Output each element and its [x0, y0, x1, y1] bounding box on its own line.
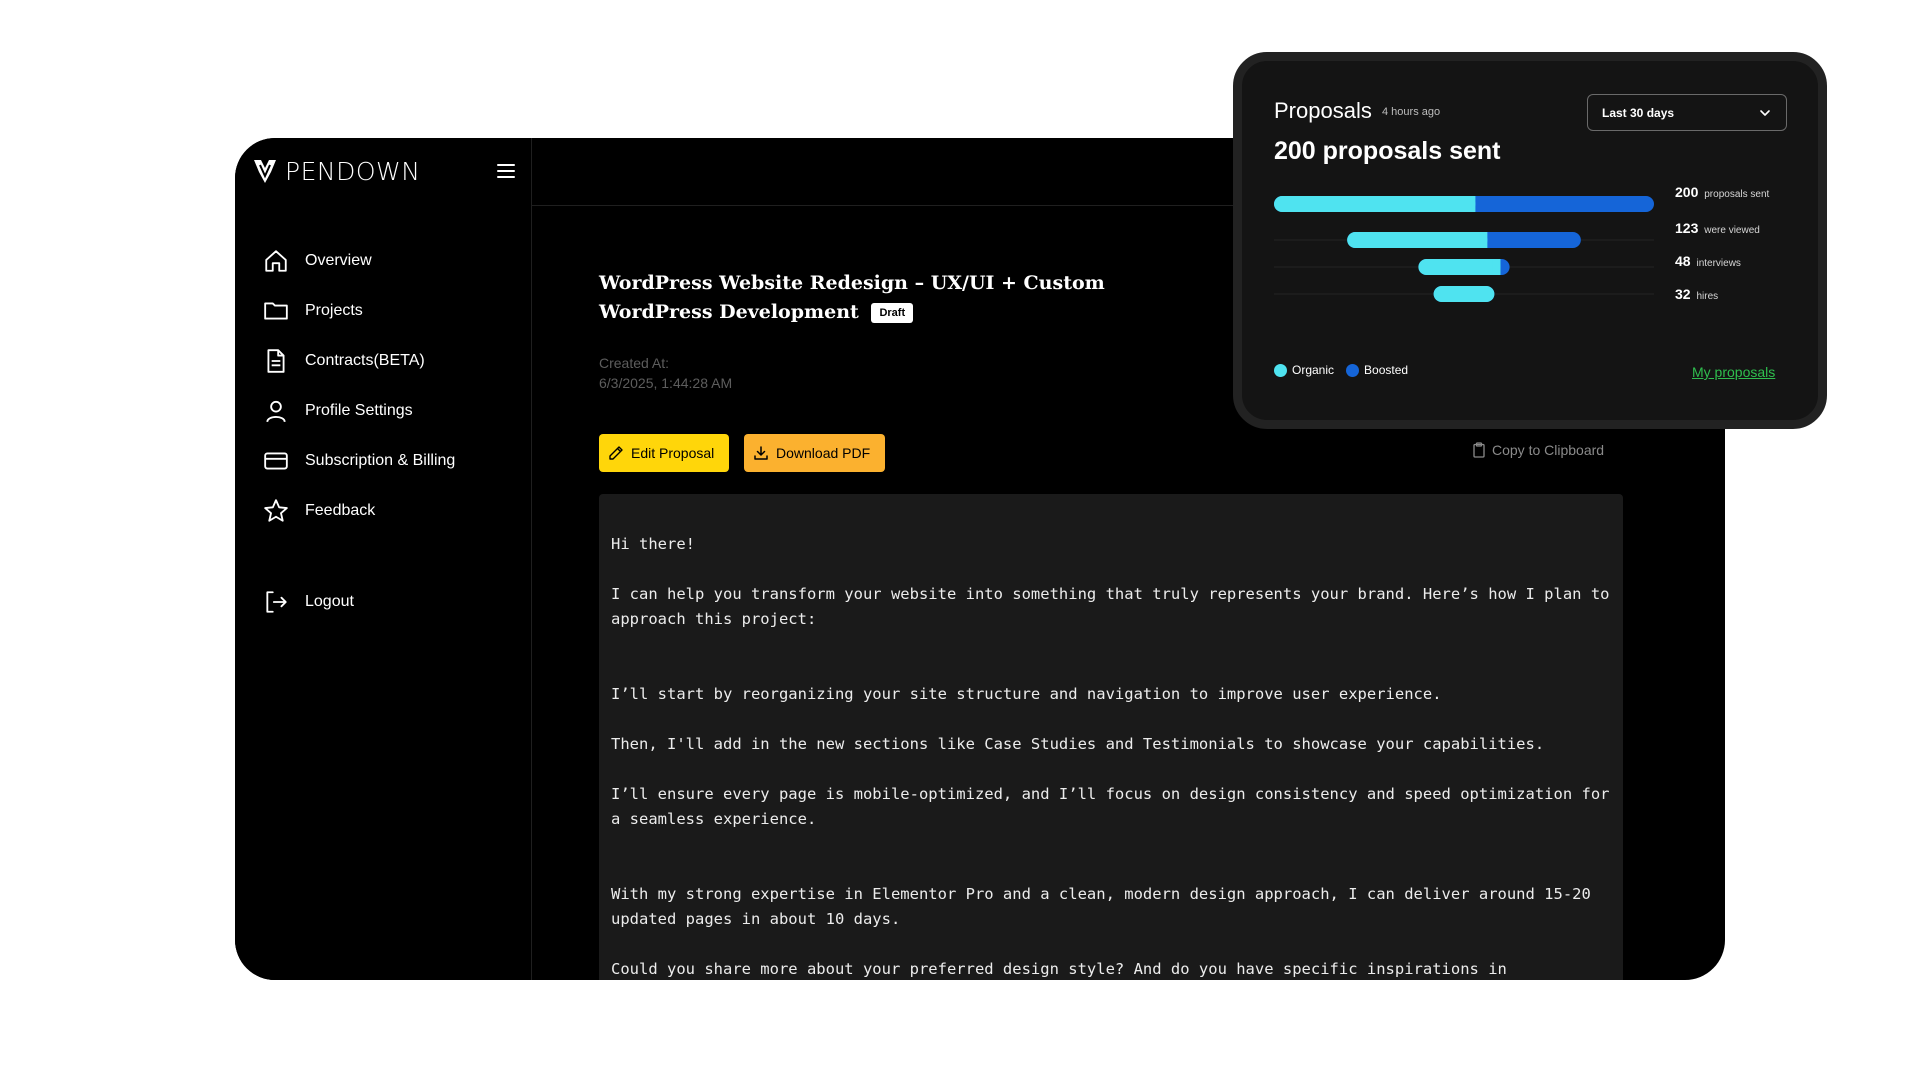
funnel-stats	[1675, 184, 1795, 305]
proposal-paragraph: Could you share more about your preferred design style? And do you have specific inspirations in	[611, 960, 1507, 978]
stat-label: interviews	[1696, 258, 1741, 269]
legend-swatch-organic	[1274, 364, 1287, 377]
folder-icon	[263, 298, 289, 324]
sidebar	[235, 138, 532, 980]
funnel-bar-organic	[1274, 196, 1475, 212]
sidebar-nav	[263, 236, 513, 627]
stat-label: hires	[1696, 291, 1719, 302]
sidebar-item-logout[interactable]	[263, 577, 513, 627]
proposal-title-text: WordPress Website Redesign – UX/UI + Custom WordPress Development	[599, 272, 1105, 323]
clipboard-icon	[1472, 442, 1486, 458]
copy-to-clipboard-label: Copy to Clipboard	[1492, 442, 1605, 458]
document-icon	[263, 348, 289, 374]
my-proposals-link[interactable]: My proposals	[1692, 364, 1776, 380]
stat-label: proposals sent	[1704, 189, 1770, 200]
legend-item-organic	[1274, 363, 1334, 377]
sidebar-item-label: Logout	[305, 593, 354, 610]
stat-value: 48	[1675, 253, 1691, 269]
legend-label: Boosted	[1364, 363, 1409, 377]
proposal-paragraph: I’ll start by reorganizing your site structure and navigation to improve user experience.	[611, 685, 1442, 703]
proposals-funnel-chart	[1274, 188, 1654, 338]
legend-item-boosted	[1346, 363, 1408, 377]
chevron-down-icon	[1758, 106, 1772, 120]
chart-legend	[1274, 363, 1420, 377]
stat-proposals-sent	[1675, 184, 1795, 220]
stat-viewed	[1675, 220, 1795, 253]
sidebar-item-projects[interactable]	[263, 286, 513, 336]
sidebar-item-label: Projects	[305, 302, 363, 319]
sidebar-item-label: Overview	[305, 252, 372, 269]
proposals-card-timestamp: 4 hours ago	[1382, 106, 1441, 118]
created-at-value: 6/3/2025, 1:44:28 AM	[599, 375, 733, 391]
download-icon	[753, 445, 769, 461]
stat-value: 123	[1675, 220, 1699, 236]
funnel-bar-organic-edge	[1479, 232, 1487, 248]
star-icon	[263, 498, 289, 524]
stat-interviews	[1675, 253, 1795, 286]
stat-value: 200	[1675, 184, 1699, 200]
home-icon	[263, 248, 289, 274]
sidebar-item-profile-settings[interactable]	[263, 386, 513, 436]
brand-name: PENDOWN	[285, 156, 421, 186]
sidebar-item-feedback[interactable]	[263, 486, 513, 536]
funnel-bar-organic-edge	[1467, 196, 1475, 212]
legend-label: Organic	[1292, 363, 1335, 377]
proposal-paragraph: I can help you transform your website into something that truly represents your brand. Here’s how I plan to approach this project:	[611, 585, 1619, 628]
sidebar-item-contracts[interactable]	[263, 336, 513, 386]
status-badge: Draft	[871, 303, 913, 323]
proposal-paragraph: Then, I'll add in the new sections like Case Studies and Testimonials to showcase your capabilities.	[611, 735, 1545, 753]
sidebar-item-label: Profile Settings	[305, 402, 413, 419]
date-range-select[interactable]	[1587, 94, 1787, 131]
proposal-paragraph: Hi there!	[611, 535, 695, 553]
proposal-paragraph: I’ll ensure every page is mobile-optimized, and I’ll focus on design consistency and speed optimization for a seamless experience.	[611, 785, 1619, 828]
stat-label: were viewed	[1704, 225, 1760, 236]
stat-hires	[1675, 286, 1795, 305]
download-pdf-label: Download PDF	[776, 445, 871, 461]
sidebar-item-overview[interactable]	[263, 236, 513, 286]
proposals-card	[1233, 52, 1827, 429]
date-range-value: Last 30 days	[1602, 105, 1675, 120]
funnel-bar-organic	[1347, 232, 1487, 248]
sidebar-item-subscription-billing[interactable]	[263, 436, 513, 486]
stat-value: 32	[1675, 286, 1691, 302]
legend-swatch-boosted	[1346, 364, 1359, 377]
credit-card-icon	[263, 448, 289, 474]
logo[interactable]	[253, 155, 518, 187]
logout-icon	[263, 589, 289, 615]
pendown-logo-icon	[253, 158, 277, 184]
proposal-paragraph: With my strong expertise in Elementor Pro and a clean, modern design approach, I can deliver around 15-20 updated pages in about 10 days.	[611, 885, 1601, 928]
proposal-text-area[interactable]	[599, 494, 1623, 980]
created-at-label: Created At:	[599, 355, 670, 371]
user-icon	[263, 398, 289, 424]
funnel-bar-organic	[1434, 286, 1495, 302]
sidebar-item-label: Subscription & Billing	[305, 452, 456, 469]
download-pdf-button[interactable]	[744, 434, 885, 472]
edit-proposal-label: Edit Proposal	[631, 445, 715, 461]
hamburger-menu-icon[interactable]	[494, 159, 518, 183]
copy-to-clipboard-button[interactable]	[1472, 442, 1604, 458]
funnel-bar-organic-edge	[1492, 259, 1500, 275]
edit-proposal-button[interactable]	[599, 434, 729, 472]
funnel-bar-organic	[1418, 259, 1500, 275]
pencil-icon	[608, 445, 624, 461]
sidebar-item-label: Contracts(BETA)	[305, 352, 425, 369]
proposals-card-title: Proposals	[1274, 98, 1372, 123]
sidebar-item-label: Feedback	[305, 502, 376, 519]
proposal-title	[599, 269, 1159, 327]
proposals-headline: 200 proposals sent	[1274, 137, 1501, 165]
